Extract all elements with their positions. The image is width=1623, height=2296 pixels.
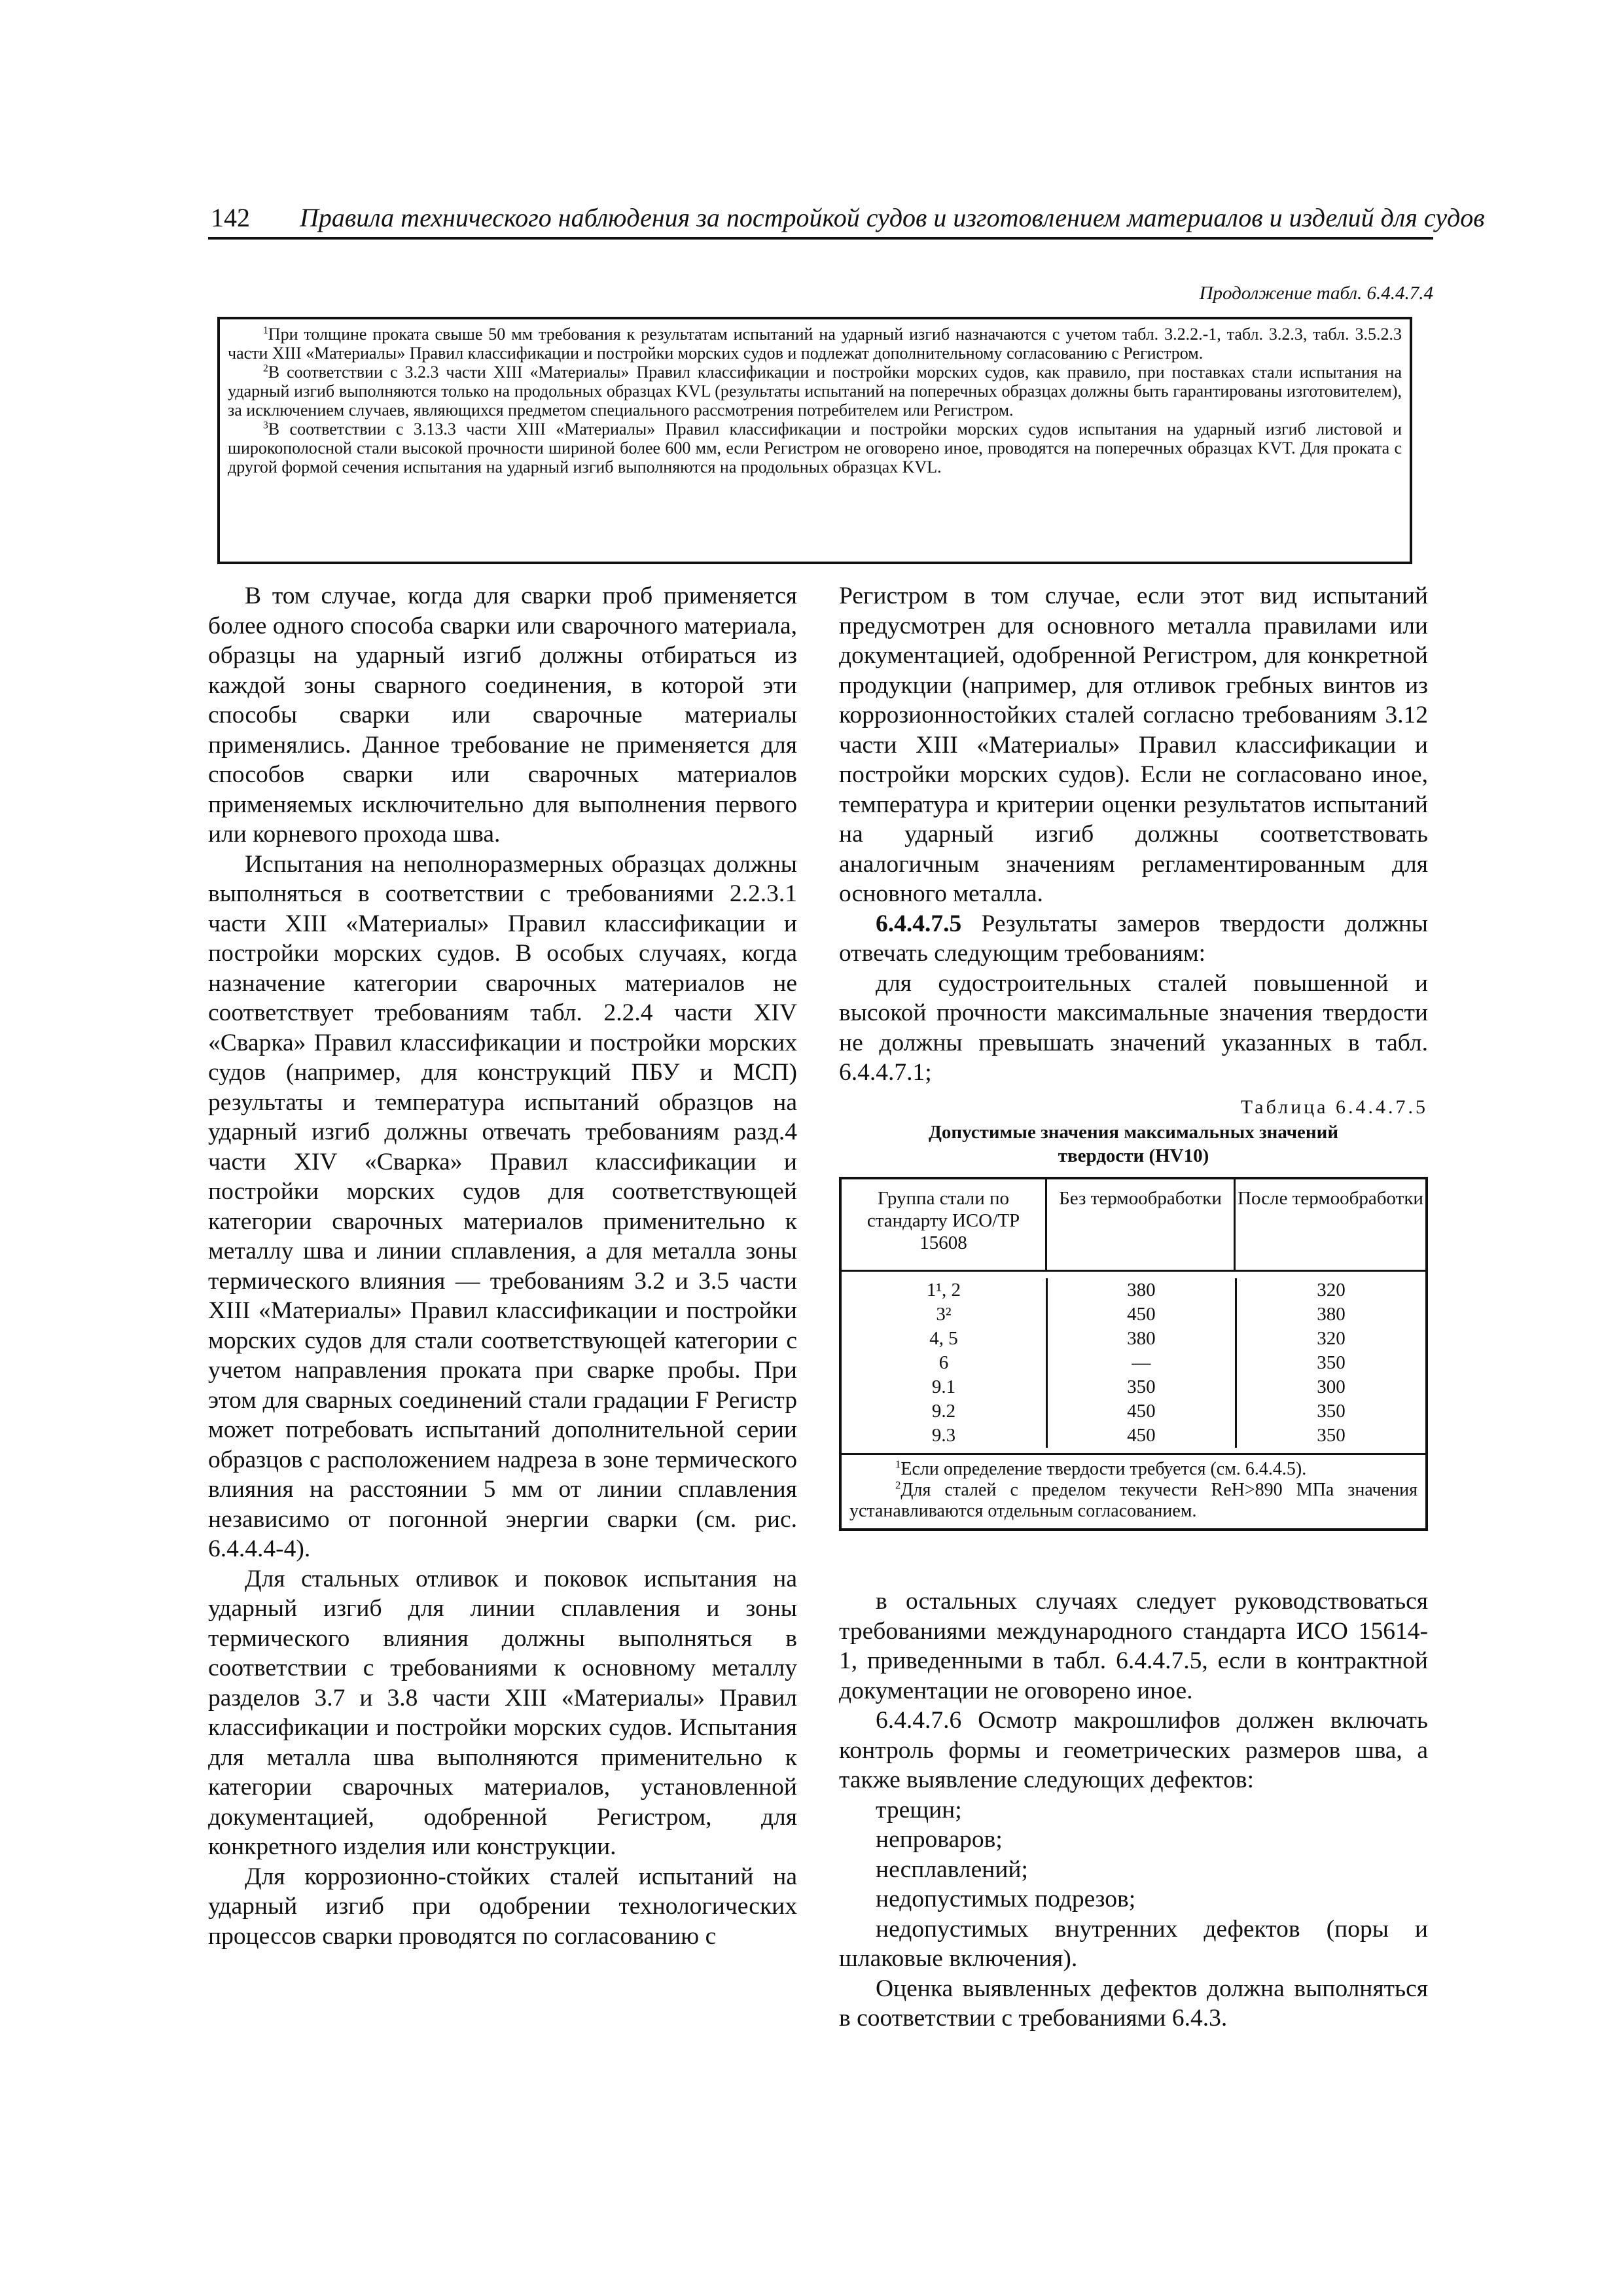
table-continuation-label: Продолжение табл. 6.4.4.7.4: [1199, 283, 1433, 304]
list-item: несплавлений;: [876, 1856, 1028, 1883]
footnote-mark: 2: [895, 1479, 901, 1492]
paragraph: Для коррозионно-стойких сталей испытаний на ударный изгиб при одобрении технологических процессов сварки проводятся по согласованию с: [208, 1863, 797, 1950]
table-cell: 9.2: [931, 1400, 956, 1422]
table-cell: 300: [1317, 1376, 1346, 1397]
footnote-mark: 2: [263, 363, 268, 374]
table-body: [842, 1272, 1425, 1455]
table-cell: 450: [1127, 1303, 1156, 1325]
table-cell: 350: [1317, 1424, 1346, 1446]
paragraph: для судостроительных сталей повышенной и высокой прочности максимальные значения твердости не должны превышать значений указанных в табл. 6.4.4.7.1;: [839, 969, 1428, 1086]
table-cell: 6: [938, 1352, 949, 1373]
column-steel-group: [842, 1278, 1048, 1448]
table-title: Допустимые значения максимальных значений твердости (HV10): [928, 1121, 1339, 1166]
table-cell: 320: [1317, 1327, 1346, 1349]
paragraph: В том случае, когда для сварки проб применяется более одного способа сварки или сварочного материала, образцы на ударный изгиб должны отбираться из каждой зоны сварного соединения, в которой эти способы сварки или сварочные материалы применялись. Данное требование не применяется для способов сварки или сварочных материалов применяемых исключительно для выполнения первого или корневого прохода шва.: [208, 583, 797, 848]
table-footnotes: [842, 1455, 1425, 1528]
table-cell: 350: [1317, 1400, 1346, 1422]
column-header-after-heat-treatment: После термообработки: [1238, 1187, 1423, 1209]
list-item: трещин;: [876, 1796, 962, 1823]
paragraph: в остальных случаях следует руководствоваться требованиями международного стандарта ИСО 15614-1, приведенными в табл. 6.4.4.7.5, если в контрактной документации не оговорено иное.: [839, 1588, 1428, 1704]
table-cell: 350: [1127, 1376, 1156, 1397]
table-note-2: $^2$В соответствии с 3.2.3 части XIII «Материалы» Правил классификации и постройки морских судов, как правило, при поставках стали испытания на ударный изгиб выполняются только на продольных образцах KVL (результаты испытаний на поперечных образцах должны быть гарантированы изготовителем), за исключением случаев, являющихся предметом специального рассмотрения потребителем или Регистром.: [228, 363, 1402, 420]
list-item: недопустимых подрезов;: [876, 1886, 1136, 1912]
list-item: недопустимых внутренних дефектов (поры и шлаковые включения).: [839, 1915, 1428, 1972]
right-column-top: [839, 581, 1428, 1531]
clause-6-4-4-7-5: 6.4.4.7.5 Результаты замеров твердости должны отвечать следующим требованиям:: [839, 910, 1429, 967]
paragraph: Испытания на неполноразмерных образцах должны выполняться в соответствии с требованиями 2.2.3.1 части XIII «Материалы» Правил классификации и постройки морских судов. В особых случаях, когда назначение категории сварочных материалов не соответствует требованиям табл. 2.2.4 части XIV «Сварка» Правил классификации и постройки морских судов (например, для конструкций ПБУ и МСП) результаты и температура испытаний образцов на ударный изгиб должны отвечать требованиям разд.4 части XIV «Сварка» Правил классификации и постройки морских судов для соответствующей категории сварочных материалов применительно к металлу шва и линии сплавления, а для металла зоны термического влияния — требованиям 3.2 и 3.5 части XIII «Материалы» Правил классификации и постройки морских судов для стали соответствующей категории с учетом направления проката при сварке пробы. При этом для сварных соединений стали градации F Регистр может потребовать испытаний дополнительной серии образцов с расположением надреза в зоне термического влияния на расстоянии 5 мм от линии сплавления независимо от погонной энергии сварки (см. рис. 6.4.4.4-4).: [208, 850, 797, 1562]
table-cell: —: [1132, 1352, 1151, 1373]
right-column-bottom: [839, 1587, 1428, 2034]
table-cell: 350: [1317, 1352, 1346, 1373]
hardness-table: [839, 1177, 1428, 1531]
paragraph: Для стальных отливок и поковок испытания на ударный изгиб для линии сплавления и зоны термического влияния должны выполняться в соответствии с требованиями к основному металлу разделов 3.7 и 3.8 части XIII «Материалы» Правил классификации и постройки морских судов. Испытания для металла шва выполняются применительно к категории сварочных материалов, установленной документацией, одобренной Регистром, для конкретного изделия или конструкции.: [208, 1565, 797, 1860]
table-cell: 9.3: [931, 1424, 956, 1446]
running-title: Правила технического наблюдения за постройкой судов и изготовлением материалов и изделий для судов: [300, 203, 1485, 232]
table-note-1: $^1$При толщине проката свыше 50 мм требования к результатам испытаний на ударный изгиб назначаются с учетом табл. 3.2.2.-1, табл. 3.2.3, табл. 3.5.2.3 части XIII «Материалы» Правил классификации и постройки морских судов и подлежат дополнительному согласованию с Регистром.: [228, 325, 1402, 363]
column-header-without-heat-treatment: Без термообработки: [1047, 1179, 1236, 1270]
table-number: Таблица 6.4.4.7.5: [1240, 1096, 1428, 1118]
table-cell: 9.1: [931, 1376, 956, 1397]
footnote-mark: 1: [263, 325, 268, 336]
table-cell: 380: [1127, 1279, 1156, 1300]
column-header-steel-group: Группа стали по стандарту ИСО/ТР 15608: [842, 1179, 1047, 1270]
list-item: непроваров;: [876, 1826, 1003, 1853]
footnote-mark: 3: [263, 420, 268, 431]
table-footnote-2: $^2$Для сталей с пределом текучести ReH>890 МПа значения устанавливаются отдельным согласованием.: [849, 1479, 1418, 1521]
table-notes-box: [217, 317, 1412, 564]
table-cell: 3²: [936, 1303, 952, 1325]
table-cell: 320: [1317, 1279, 1346, 1300]
page-header: [208, 199, 1485, 240]
column-after-heat-treatment: [1237, 1278, 1425, 1448]
table-header-row: [842, 1179, 1425, 1272]
paragraph: Оценка выявленных дефектов должна выполняться в соответствии с требованиями 6.4.3.: [839, 1975, 1428, 2032]
clause-number: 6.4.4.7.6: [876, 1707, 962, 1734]
table-cell: 380: [1317, 1303, 1346, 1325]
column-without-heat-treatment: [1048, 1278, 1237, 1448]
table-cell: 380: [1127, 1327, 1156, 1349]
page-number: 142: [211, 203, 250, 232]
table-footnote-1: $^1$Если определение твердости требуется (см. 6.4.4.5).: [895, 1458, 1307, 1479]
footnote-mark: 1: [895, 1458, 901, 1471]
clause-number: 6.4.4.7.5: [876, 910, 962, 937]
table-cell: 1¹, 2: [926, 1279, 961, 1300]
table-cell: 450: [1127, 1400, 1156, 1422]
table-note-3: $^3$В соответствии с 3.13.3 части XIII «Материалы» Правил классификации и постройки морских судов испытания на ударный изгиб листовой и широкополосной стали высокой прочности шириной более 600 мм, если Регистром не оговорено иное, проводятся на поперечных образцах KVT. Для проката с другой формой сечения испытания на ударный изгиб выполняются на продольных образцах KVL.: [228, 420, 1402, 476]
paragraph: Регистром в том случае, если этот вид испытаний предусмотрен для основного металла правилами или документацией, одобренной Регистром, для конкретной продукции (например, для отливок гребных винтов из коррозионностойких сталей согласно требованиям 3.12 части XIII «Материалы» Правил классификации и постройки морских судов). Если не согласовано иное, температура и критерии оценки результатов испытаний на ударный изгиб должны соответствовать аналогичным значениям регламентированным для основного металла.: [839, 583, 1428, 907]
left-column: [208, 581, 797, 1951]
table-cell: 4, 5: [929, 1327, 958, 1349]
clause-6-4-4-7-6: 6.4.4.7.6 Осмотр макрошлифов должен включать контроль формы и геометрических размеров шва, а также выявление следующих дефектов:: [839, 1707, 1429, 1793]
table-cell: 450: [1127, 1424, 1156, 1446]
